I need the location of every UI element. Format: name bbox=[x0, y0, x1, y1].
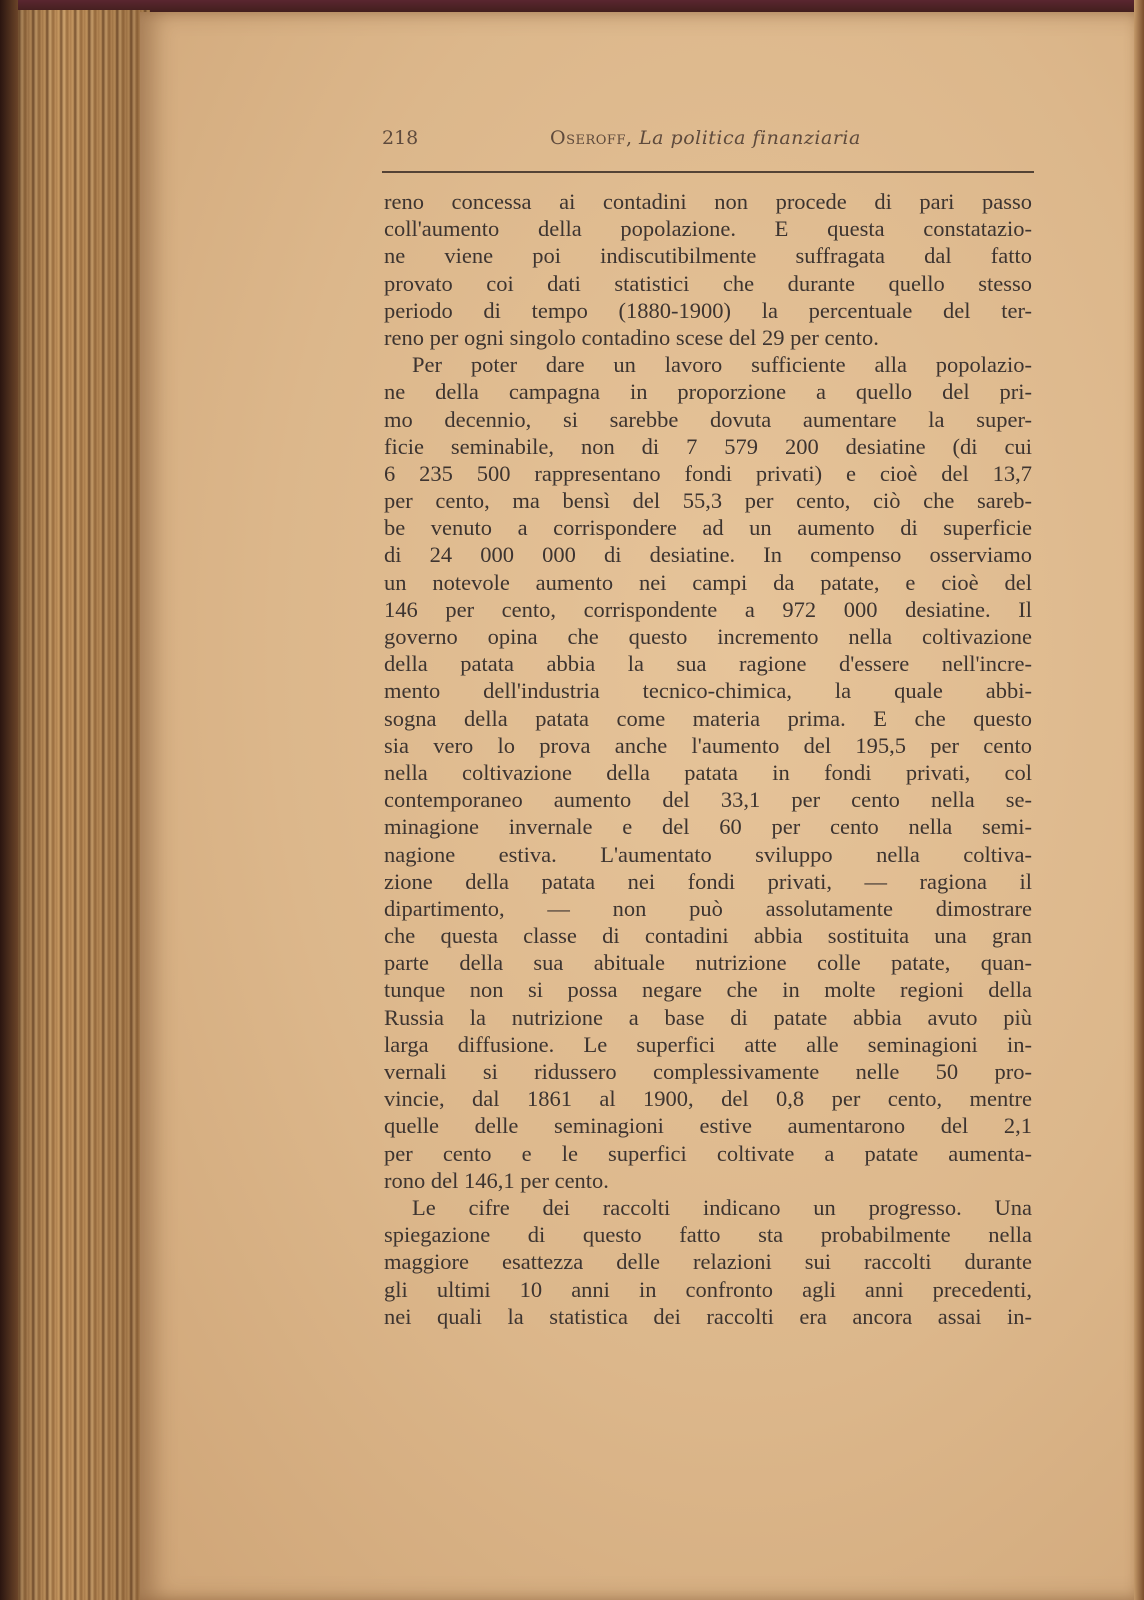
book-right-edge bbox=[1134, 0, 1144, 1600]
text-line: ne della campagna in proporzione a quello del pri- bbox=[384, 379, 1032, 405]
text-line: minagione invernale e del 60 per cento nella semi- bbox=[384, 814, 1032, 840]
text-line: larga diffusione. Le superfici atte alle seminagioni in- bbox=[384, 1031, 1032, 1057]
page-number: 218 bbox=[382, 127, 419, 149]
text-line: per cento, ma bensì del 55,3 per cento, ciò che sareb- bbox=[384, 488, 1032, 514]
text-line: Le cifre dei raccolti indicano un progresso. Una bbox=[412, 1194, 1032, 1220]
page-stack-shadow bbox=[0, 10, 150, 1600]
header-work-title: La politica finanziaria bbox=[639, 127, 861, 149]
text-line: Russia la nutrizione a base di patate abbia avuto più bbox=[384, 1004, 1032, 1030]
text-line: che questa classe di contadini abbia sostituita una gran bbox=[384, 923, 1032, 949]
text-line: be venuto a corrispondere ad un aumento di superficie bbox=[384, 515, 1032, 541]
text-line: dipartimento, — non può assolutamente dimostrare bbox=[384, 895, 1032, 921]
text-line: reno concessa ai contadini non procede di pari passo bbox=[384, 189, 1032, 214]
text-line: reno per ogni singolo contadino scese del 29 per cento. bbox=[384, 324, 879, 350]
text-line: vernali si ridussero complessivamente nelle 50 pro- bbox=[384, 1059, 1032, 1084]
text-line: rono del 146,1 per cento. bbox=[384, 1167, 609, 1193]
text-line: periodo di tempo (1880-1900) la percentuale del ter- bbox=[384, 297, 1032, 323]
text-line: spiegazione di questo fatto sta probabilmente nella bbox=[384, 1222, 1032, 1248]
text-line: parte della sua abituale nutrizione colle patate, quan- bbox=[384, 950, 1032, 976]
text-line: mo decennio, si sarebbe dovuta aumentare la super- bbox=[384, 406, 1032, 432]
text-line: per cento e le superfici coltivate a patate aumenta- bbox=[384, 1140, 1032, 1166]
text-line: un notevole aumento nei campi da patate, e cioè del bbox=[384, 569, 1032, 595]
text-line: provato coi dati statistici che durante quello stesso bbox=[384, 270, 1032, 296]
text-line: coll'aumento della popolazione. E questa constatazio- bbox=[384, 216, 1032, 242]
text-line: maggiore esattezza delle relazioni sui raccolti durante bbox=[384, 1249, 1032, 1275]
body-text bbox=[384, 188, 1032, 1330]
text-line: Per poter dare un lavoro sufficiente alla popolazio- bbox=[412, 352, 1032, 378]
header-author: Oseroff, bbox=[550, 127, 633, 149]
header-rule bbox=[382, 171, 1034, 173]
text-line: quelle delle seminagioni estive aumentarono del 2,1 bbox=[384, 1113, 1032, 1139]
text-line: gli ultimi 10 anni in confronto agli anni precedenti, bbox=[384, 1276, 1032, 1302]
text-line: 6 235 500 rappresentano fondi privati) e cioè del 13,7 bbox=[384, 460, 1032, 486]
text-line: della patata abbia la sua ragione d'essere nell'incre- bbox=[384, 651, 1032, 677]
text-line: nella coltivazione della patata in fondi privati, col bbox=[384, 759, 1032, 785]
text-line: contemporaneo aumento del 33,1 per cento nella se- bbox=[384, 787, 1032, 813]
text-line: sia vero lo prova anche l'aumento del 195,5 per cento bbox=[384, 732, 1032, 758]
text-line: mento dell'industria tecnico-chimica, la quale abbi- bbox=[384, 678, 1032, 704]
text-line: nei quali la statistica dei raccolti era ancora assai in- bbox=[384, 1303, 1032, 1329]
text-line: governo opina che questo incremento nella coltivazione bbox=[384, 624, 1032, 649]
text-line: ficie seminabile, non di 7 579 200 desiatine (di cui bbox=[384, 433, 1032, 459]
book-cover-edge bbox=[0, 0, 18, 1600]
text-line: 146 per cento, corrispondente a 972 000 desiatine. Il bbox=[384, 596, 1032, 622]
text-line: zione della patata nei fondi privati, — ragiona il bbox=[384, 868, 1032, 894]
text-line: di 24 000 000 di desiatine. In compenso osserviamo bbox=[384, 542, 1032, 568]
text-line: vincie, dal 1861 al 1900, del 0,8 per cento, mentre bbox=[384, 1086, 1032, 1112]
text-line: nagione estiva. L'aumentato sviluppo nella coltiva- bbox=[384, 841, 1032, 867]
running-head bbox=[382, 127, 1030, 159]
header-title bbox=[550, 127, 861, 149]
text-line: sogna della patata come materia prima. E che questo bbox=[384, 705, 1032, 731]
text-line: tunque non si possa negare che in molte regioni della bbox=[384, 977, 1032, 1003]
text-line: ne viene poi indiscutibilmente suffragata dal fatto bbox=[384, 243, 1032, 269]
